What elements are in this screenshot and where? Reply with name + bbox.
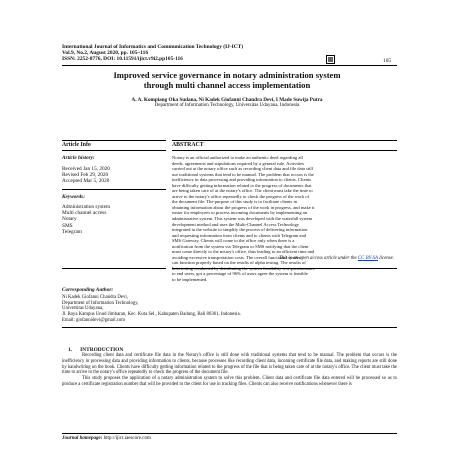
abstract-line: easier for employees to process incoming documents by implementing an [172, 210, 308, 216]
license-suffix: license. [379, 256, 394, 261]
history-accepted: Accepted Mar 5, 2020 [62, 178, 110, 185]
introduction-body [62, 353, 397, 388]
abstract-line: avoiding excessive transportation costs. The overall functional system [172, 254, 301, 260]
article-info-top-rule [62, 140, 166, 141]
journal-header [62, 44, 243, 63]
abstract-line: integrated in the website to simplify the process of delivering information [172, 227, 308, 233]
abstract-end-rule [172, 268, 397, 269]
article-history-label: Article history: [62, 155, 95, 161]
title-line-1: Improved service governance in notary administration system [113, 70, 341, 80]
abstract-line: to be implemented. [172, 277, 208, 283]
corresponding-address: Jl. Raya Kampus Unud Jimbaran, Kec. Kuta Sel., Kabupaten Badung, Bali 80361, Indonesia. [62, 312, 241, 318]
paper-affiliation: Department of Information Technology, Universitas Udayana, Indonesia [154, 103, 300, 108]
license-link[interactable]: CC BY-SA [357, 256, 378, 261]
paper-authors: A. A. Kompiang Oka Sudana, Ni Kadek Giofanni Chandra Devi, I Made Suwija Putra [131, 97, 323, 103]
corresponding-name: Ni Kadek Giofanni Chandra Devi, [62, 295, 128, 300]
abstract-body [172, 155, 395, 283]
abstract-line: SMS Gateway. Clients will come to the office only when there is a [172, 238, 295, 244]
journal-volume: Vol.9, No.2, August 2020, pp. 105~116 [62, 50, 149, 57]
abstract-line: can function properly based on the results of alpha testing. The results of [172, 260, 306, 266]
license-prefix: This is an open access article under the [279, 256, 357, 261]
abstract-line: deeds, agreements and stipulations required by a general rule. Activities [172, 160, 305, 166]
introduction-paragraph-2: This study proposes the application of a notary administration system to solve this problem. Client data and certificate file data entered will be processed so as to produce a certificate registration number that will be provided to the client for use in tracking files. Clients can also receive notifications whenever there is [62, 376, 397, 387]
corresponding-email: Email: giofannidevi@gmail.com [62, 317, 126, 323]
abstract-bottom-rule [172, 150, 397, 151]
article-info-bottom-rule [62, 150, 166, 151]
abstract-line: to end users, got a percentage of 96% of users agree the system is feasible [172, 271, 308, 277]
abstract-line: must come directly to the notary's office, thus leading to an efficient time and [172, 249, 315, 255]
history-revised: Revised Feb 29, 2020 [62, 172, 109, 179]
abstract-top-rule [172, 140, 397, 141]
homepage-label: Journal homepage: [62, 436, 103, 441]
journal-name: International Journal of Informatics and Communication Technology (IJ-ICT) [62, 44, 244, 50]
abstract-line: Notary is an official authorized to make an authentic deed regarding all [172, 155, 303, 160]
article-info-heading: Article Info [62, 142, 91, 148]
keywords-list [62, 204, 110, 235]
abstract-line: development method and uses the Multi-Channel Access Technology [172, 221, 300, 227]
abstract-line: inefficiency in data processing and providing information to clients. Clients [172, 177, 311, 183]
keyword-item: Telegram [62, 228, 82, 235]
history-received: Received Jan 15, 2020 [62, 166, 110, 172]
footer-rule [62, 433, 397, 434]
corresponding-department: Department of Information Technology, [62, 300, 139, 306]
license-note [172, 256, 394, 261]
journal-issn: ISSN: 2252-8776, DOI: 10.11591/ijict.v9i2.pp105-116 [62, 56, 183, 63]
abstract-line: are being taken care of at the notary's office. The client must take the time to [172, 188, 313, 194]
article-history [62, 166, 110, 185]
journal-logo-icon [326, 55, 335, 64]
history-divider [62, 189, 166, 190]
abstract-line: the document file. The purpose of this study is to facilitate clients in [172, 199, 298, 205]
keyword-item: SMS [62, 222, 73, 229]
header-rule [62, 65, 397, 66]
keyword-item: Administration system [62, 204, 111, 210]
introduction-heading: 1. INTRODUCTION [68, 347, 124, 353]
corresponding-author-details [62, 295, 241, 324]
keyword-item: Notary [62, 216, 77, 223]
title-line-2: through multi channel access implementation [143, 80, 311, 90]
introduction-paragraph-1: Recording client data and certificate file data in the Notary's office is still done with traditional systems that tend to be manual. The problem that occurs is the inefficiency in processing data and providing information to clients, because processes like recording client data, incoming certificate file data, and making reports are still done by handwriting on the book. Clients have difficulty getting information related to the progress of the file that is being taken care of at the notary's office. The client must take the time to arrive to the notary's office repeatedly to check the progress of the document file. [62, 353, 397, 376]
keyword-item: Multi channel access [62, 210, 107, 217]
abstract-line: have difficulty getting information related to the progress of documents that [172, 182, 312, 188]
abstract-line: and requesting information from clients and to clients with Telegram and [172, 232, 307, 238]
abstract-line: arrive to the notary's office repeatedly to check the progress of the work of [172, 193, 310, 199]
keywords-label: Keywords: [62, 194, 85, 200]
journal-homepage [62, 436, 151, 441]
article-info-end-rule [62, 268, 166, 269]
paper-title [62, 70, 392, 90]
corresponding-end-rule [62, 327, 397, 328]
abstract-line: obtaining information about the progress of the work in progress, and make it [172, 204, 315, 210]
abstract-line: use traditional systems that tend to be manual. The problem that occurs is the [172, 171, 314, 177]
abstract-line: beta testing conducted by distributing the system feasibility test questionnaire [172, 265, 315, 271]
corresponding-author-label: Corresponding Author: [62, 287, 114, 293]
corresponding-university: Universitas Udayana, [62, 306, 104, 312]
homepage-url[interactable]: http://ijict.iaescore.com [103, 436, 151, 441]
abstract-line: carried out at the notary office such as recording client data and file data still [172, 166, 313, 172]
page-number: 105 [383, 58, 392, 64]
abstract-line: administrative system. This system was developed with the waterfall system [172, 216, 313, 222]
abstract-heading: ABSTRACT [172, 142, 204, 148]
abstract-line: notification from the system via Telegram or SMS notifying that the client [172, 243, 309, 249]
